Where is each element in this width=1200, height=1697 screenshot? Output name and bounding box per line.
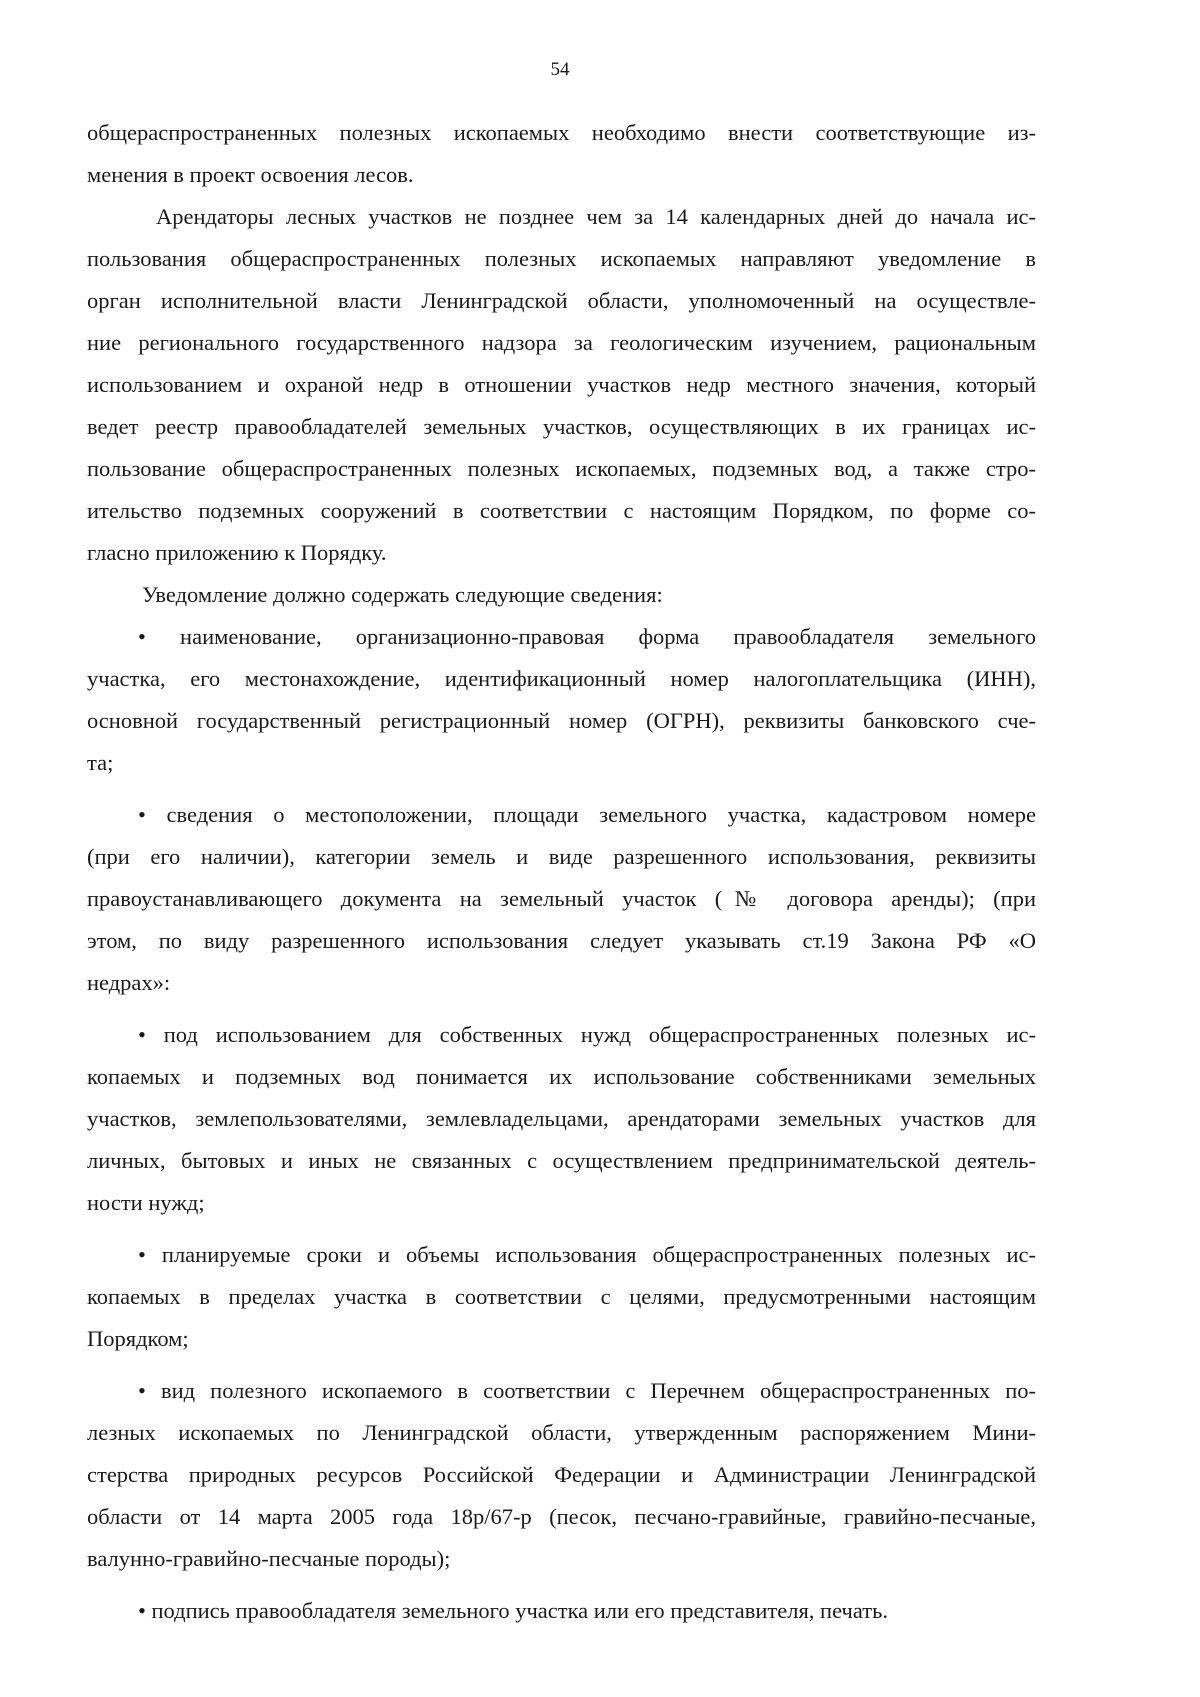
text-line: участков, землепользователями, землевладельцами, арендаторами земельных участков для [87,1106,1036,1131]
text-line: менения в проект освоения лесов. [87,162,414,187]
text-line: использованием и охраной недр в отношении участков недр местного значения, который [87,372,1036,397]
bullet-item [87,1014,1036,1224]
text-line: недрах»: [87,970,171,995]
paragraph-continuation [87,112,1036,196]
text-line: орган исполнительной власти Ленинградской области, уполномоченный на осуществле- [87,288,1036,313]
text-line: основной государственный регистрационный номер (ОГРН), реквизиты банковского сче- [87,708,1036,733]
bullet-item [87,1370,1036,1580]
text-line: ности нужд; [87,1190,205,1215]
page-number: 54 [550,59,570,80]
text-line: • под использованием для собственных нужд общераспространенных полезных ис- [138,1022,1036,1047]
bullet-item [87,616,1036,784]
paragraph-notice-contents [87,574,1036,616]
text-line: стерства природных ресурсов Российской Федерации и Администрации Ленинградской [87,1462,1036,1487]
text-line: лезных ископаемых по Ленинградской области, утвержденным распоряжением Мини- [87,1420,1036,1445]
text-line: гласно приложению к Порядку. [87,540,387,565]
document-body [87,112,1036,1632]
bullet-item [87,794,1036,1004]
text-line: • сведения о местоположении, площади земельного участка, кадастровом номере [138,802,1036,827]
text-line: валунно-гравийно-песчаные породы); [87,1546,451,1571]
text-line: • планируемые сроки и объемы использования общераспространенных полезных ис- [138,1242,1036,1267]
text-line: пользование общераспространенных полезных ископаемых, подземных вод, а также стро- [87,456,1036,481]
text-line: этом, по виду разрешенного использования следует указывать ст.19 Закона РФ «О [87,928,1036,953]
text-line: правоустанавливающего документа на земельный участок (№ договора аренды); (при [87,886,1036,911]
text-line: Арендаторы лесных участков не позднее чем за 14 календарных дней до начала ис- [156,204,1036,229]
text-line: • наименование, организационно-правовая форма правообладателя земельного [138,624,1036,649]
paragraph-tenants-notice [87,196,1036,574]
text-line: пользования общераспространенных полезных ископаемых направляют уведомление в [87,246,1036,271]
text-line: ние регионального государственного надзора за геологическим изучением, рациональным [87,330,1036,355]
text-line: участка, его местонахождение, идентификационный номер налогоплательщика (ИНН), [87,666,1036,691]
text-line: копаемых и подземных вод понимается их использование собственниками земельных [87,1064,1036,1089]
text-line: копаемых в пределах участка в соответствии с целями, предусмотренными настоящим [87,1284,1036,1309]
text-line: та; [87,750,114,775]
text-line: • вид полезного ископаемого в соответствии с Перечнем общераспространенных по- [138,1378,1036,1403]
text-line: ведет реестр правообладателей земельных участков, осуществляющих в их границах ис- [87,414,1036,439]
text-line: • подпись правообладателя земельного участка или его представителя, печать. [138,1598,888,1623]
text-line: ительство подземных сооружений в соответствии с настоящим Порядком, по форме со- [87,498,1036,523]
bullet-item [87,1590,1036,1632]
text-line: области от 14 марта 2005 года 18р/67-р (песок, песчано-гравийные, гравийно-песчаные, [87,1504,1036,1529]
bullet-item [87,1234,1036,1360]
text-line: (при его наличии), категории земель и виде разрешенного использования, реквизиты [87,844,1036,869]
text-line: личных, бытовых и иных не связанных с осуществлением предпринимательской деятель- [87,1148,1036,1173]
text-line: Уведомление должно содержать следующие сведения: [142,582,663,607]
text-line: общераспространенных полезных ископаемых необходимо внести соответствующие из- [87,120,1036,145]
text-line: Порядком; [87,1326,189,1351]
